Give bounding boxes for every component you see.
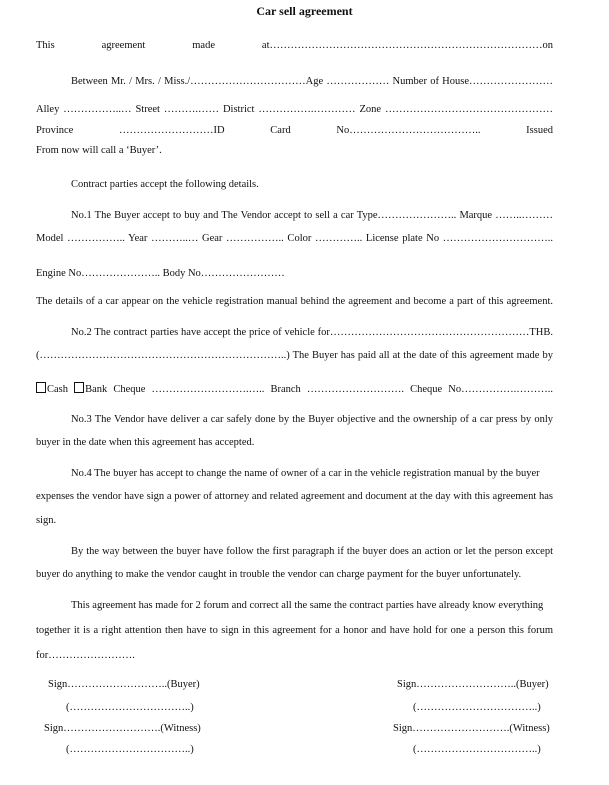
document-title: Car sell agreement (256, 4, 353, 18)
clause-2-line-2: (……………………………………………………………..) The Buyer has paid all at the date of this agreement made by (36, 350, 553, 361)
details-statement: The details of a car appear on the vehicle registration manual behind the agreement and become a part of this agreement. (36, 296, 553, 307)
clause-4-line-1: No.4 The buyer has accept to change the name of owner of a car in the vehicle registration manual by the buyer (71, 468, 540, 479)
clause-5-line-1: By the way between the buyer have follow the first paragraph if the buyer does an action or let the person except (71, 546, 553, 557)
buyer-name-line: Between Mr. / Mrs. / Miss./……………………………Age ……………… Number of House…………………… (71, 76, 553, 87)
buyer-designation: From now will call a ‘Buyer’. (36, 145, 162, 156)
cash-label: Cash (47, 384, 68, 395)
witness-name-blank-right: (……………………………..) (413, 744, 541, 755)
buyer-signature-right: Sign………………………..(Buyer) (397, 679, 549, 690)
bank-cheque-details: Bank Cheque ……………………….….. Branch ………………………. Cheque No…………….……….. (85, 384, 553, 395)
clause-4-line-2: expenses the vendor have sign a power of attorney and related agreement and document at the day with this agreement has (36, 491, 553, 502)
closing-line-3: for……………………. (36, 650, 135, 661)
buyer-name-blank-right: (……………………………..) (413, 702, 541, 713)
closing-line-1: This agreement has made for 2 forum and correct all the same the contract parties have already know everything (71, 600, 544, 611)
clause-5-line-2: buyer do anything to make the vendor caught in trouble the vendor can charge payment for the buyer unfortunately. (36, 569, 522, 580)
bank-cheque-checkbox[interactable] (74, 382, 84, 393)
clause-1-line-2: Model …………….. Year ………..… Gear …………….. Color ………….. License plate No ………………………….. (36, 233, 553, 244)
clause-2-line-1: No.2 The contract parties have accept the price of vehicle for…………………………………………………THB. (71, 327, 553, 338)
witness-signature-left: Sign……………………….(Witness) (44, 723, 201, 734)
buyer-signature-left: Sign………………………..(Buyer) (48, 679, 200, 690)
closing-line-2: together it is a right attention then have to sign in this agreement for a honor and have hold for one a person this forum (36, 625, 553, 636)
agreement-place-date-line: This agreement made at……………………………………………………………………on (36, 40, 553, 51)
witness-signature-right: Sign……………………….(Witness) (393, 723, 550, 734)
cash-checkbox[interactable] (36, 382, 46, 393)
clause-4-line-3: sign. (36, 515, 57, 526)
payment-method-line (36, 382, 553, 395)
buyer-address-line: Alley ……………..… Street ……….…… District …………….………… Zone ………………………………………… (36, 104, 553, 115)
engine-body-line: Engine No………………….. Body No…………………… (36, 268, 285, 279)
contract-intro: Contract parties accept the following details. (71, 179, 259, 190)
buyer-name-blank-left: (……………………………..) (66, 702, 194, 713)
clause-3-line-2: buyer in the date when this agreement has accepted. (36, 437, 255, 448)
clause-3-line-1: No.3 The Vendor have deliver a car safely done by the Buyer objective and the ownership of a car press by only (71, 414, 553, 425)
witness-name-blank-left: (……………………………..) (66, 744, 194, 755)
clause-1-line-1: No.1 The Buyer accept to buy and The Vendor accept to sell a car Type………………….. Marque ……..……… (71, 210, 553, 221)
buyer-id-line: Province ………………………ID Card No……………………………….. Issued (36, 125, 553, 136)
